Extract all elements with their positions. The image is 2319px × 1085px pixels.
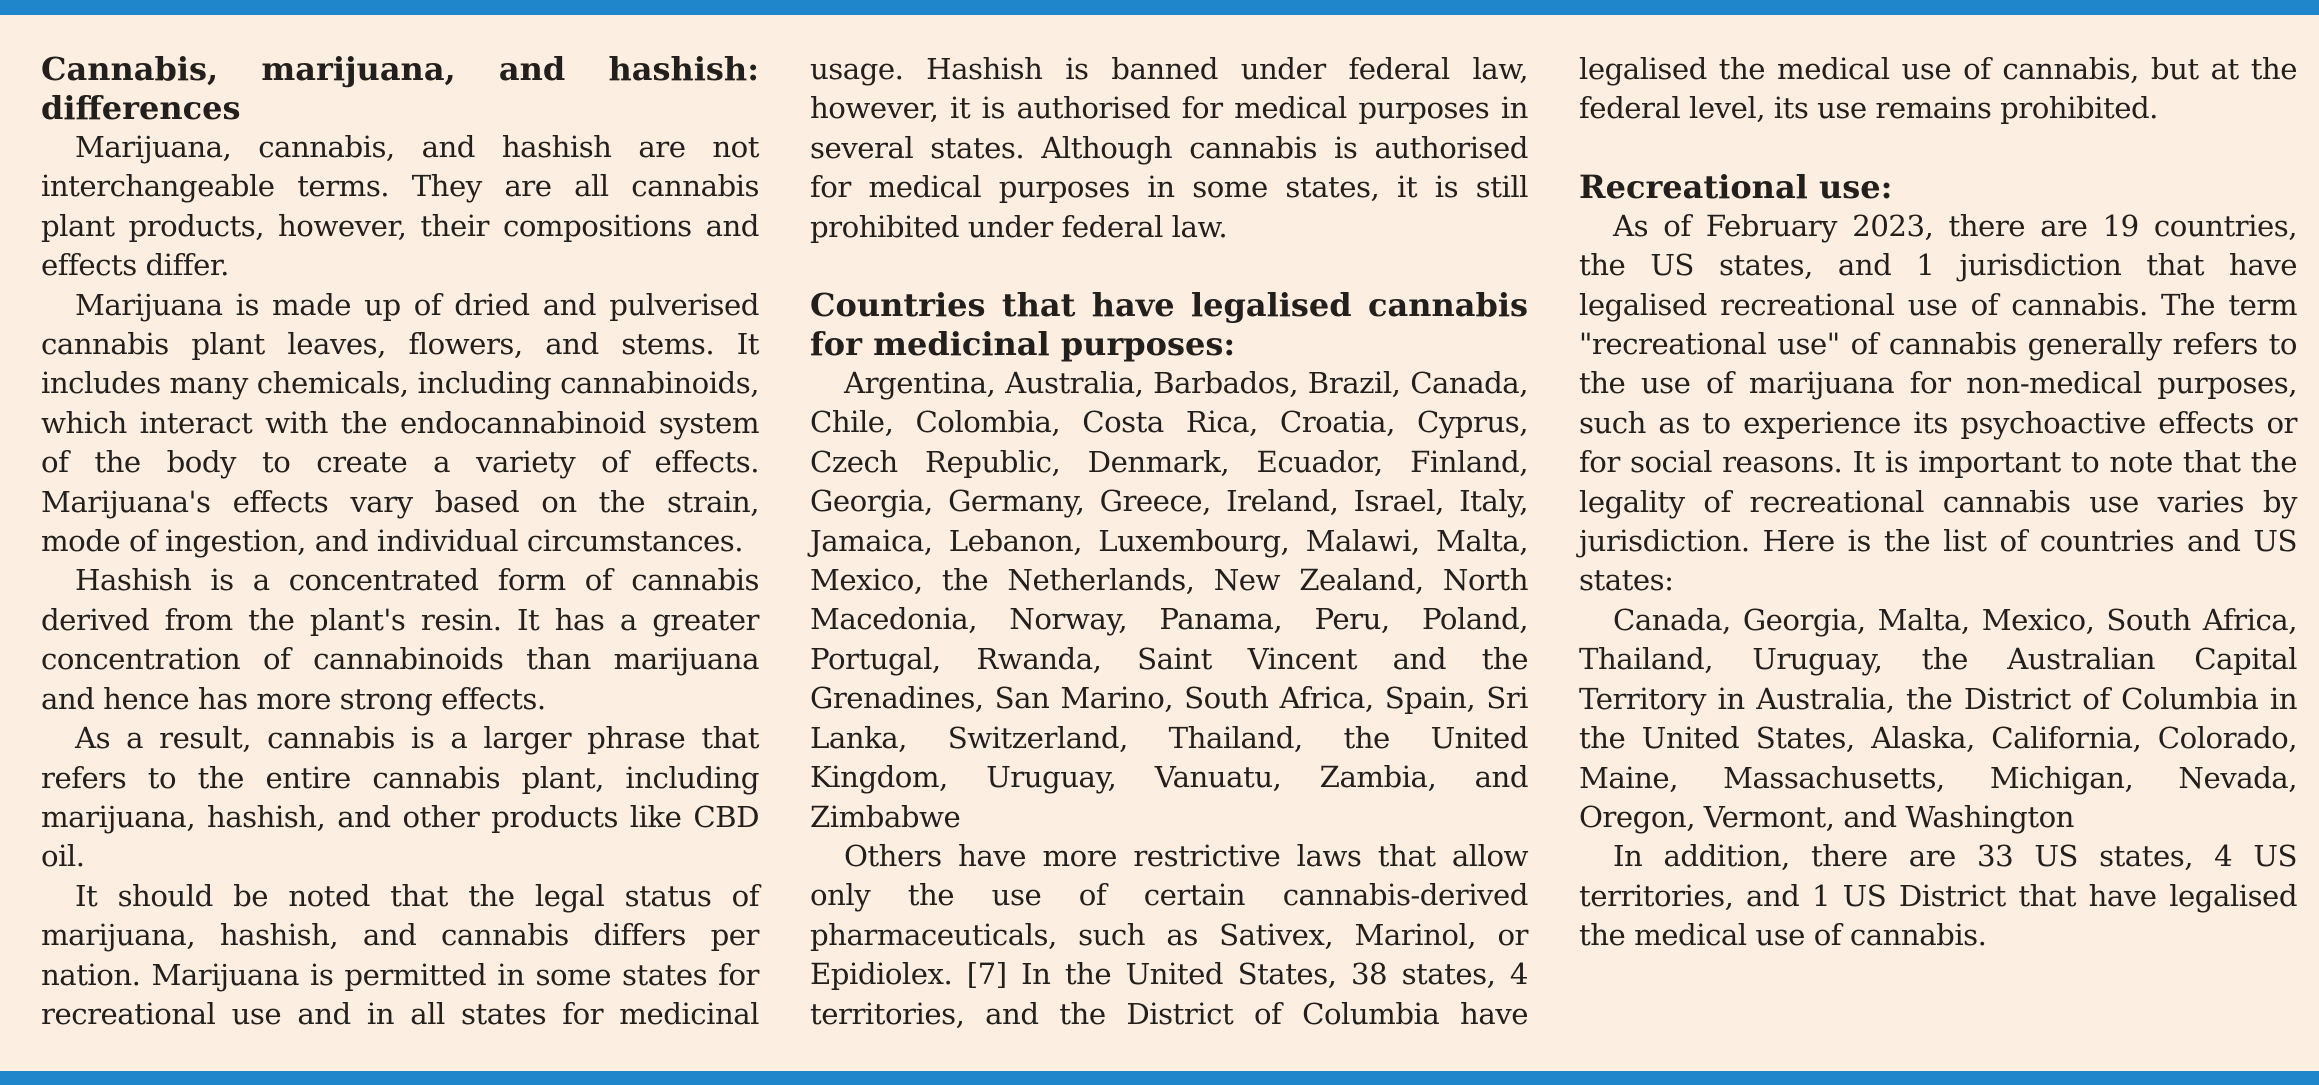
- bottom-accent-bar: [0, 1071, 2319, 1085]
- article-column-2: [810, 50, 1528, 1034]
- paragraph-restrictive-laws-continued: legalised the medical use of cannabis, but at the federal level, its use remains prohibited.: [1579, 52, 2297, 126]
- paragraph-hashish: Hashish is a concentrated form of cannabis derived from the plant's resin. It has a greater concentration of cannabinoids than marijuana and hence has more strong effects.: [41, 563, 759, 716]
- heading-medicinal: Countries that have legalised cannabis for medicinal purposes:: [810, 286, 1528, 364]
- paragraph-recreational-intro: As of February 2023, there are 19 countries, the US states, and 1 jurisdiction that have legalised recreational use of cannabis. The term "recreational use" of cannabis generally refers to the use of marijuana for non-medical purposes, such as to experience its psychoactive effects or for social reasons. It is important to note that the legality of recreational cannabis use varies by jurisdiction. Here is the list of countries and US states:: [1579, 208, 2297, 598]
- paragraph-terms: Marijuana, cannabis, and hashish are not interchangeable terms. They are all cannabis plant products, however, their compositions and effects differ.: [41, 130, 759, 283]
- article-column-1: [41, 50, 759, 1034]
- heading-recreational: Recreational use:: [1579, 167, 1893, 206]
- paragraph-marijuana: Marijuana is made up of dried and pulverised cannabis plant leaves, flowers, and stems. It includes many chemicals, including cannabinoids, which interact with the endocannabinoid system of the body to create a variety of effects. Marijuana's effects vary based on the strain, mode of ingestion, and individual circumstances.: [41, 287, 759, 559]
- paragraph-legal-status: It should be noted that the legal status of marijuana, hashish, and cannabis differs per nation. Marijuana is permitted in some states for recreational use and in all states for medicinal: [41, 878, 759, 1031]
- heading-differences: Cannabis, marijuana, and hashish: differences: [41, 50, 759, 127]
- article-column-3: [1579, 50, 2297, 956]
- paragraph-medicinal-countries: Argentina, Australia, Barbados, Brazil, Canada, Chile, Colombia, Costa Rica, Croatia, Cyprus, Czech Republic, Denmark, Ecuador, Finland, Georgia, Germany, Greece, Ireland, Israel, Italy, Jamaica, Lebanon, Luxembourg, Malawi, Malta, Mexico, the Netherlands, New Zealand, North Macedonia, Norway, Panama, Peru, Poland, Portugal, Rwanda, Saint Vincent and the Grenadines, San Marino, South Africa, Spain, Sri Lanka, Switzerland, Thailand, the United Kingdom, Uruguay, Vanuatu, Zambia, and Zimbabwe: [810, 366, 1528, 834]
- paragraph-recreational-list: Canada, Georgia, Malta, Mexico, South Africa, Thailand, Uruguay, the Australian Capital Territory in Australia, the District of Columbia in the United States, Alaska, California, Colorado, Maine, Massachusetts, Michigan, Nevada, Oregon, Vermont, and Washington: [1579, 602, 2297, 834]
- paragraph-us-medical-summary: In addition, there are 33 US states, 4 US territories, and 1 US District that have legalised the medical use of cannabis.: [1579, 839, 2297, 953]
- top-accent-bar: [0, 0, 2319, 15]
- paragraph-legal-status-continued: usage. Hashish is banned under federal law, however, it is authorised for medical purposes in several states. Although cannabis is authorised for medical purposes in some states, it is still prohibited under federal law.: [810, 52, 1528, 244]
- paragraph-cannabis: As a result, cannabis is a larger phrase that refers to the entire cannabis plant, including marijuana, hashish, and other products like CBD oil.: [41, 721, 759, 874]
- paragraph-restrictive-laws: Others have more restrictive laws that allow only the use of certain cannabis-derived pharmaceuticals, such as Sativex, Marinol, or Epidiolex. [7] In the United States, 38 states, 4 territories, and the District of Columbia have: [810, 838, 1528, 1031]
